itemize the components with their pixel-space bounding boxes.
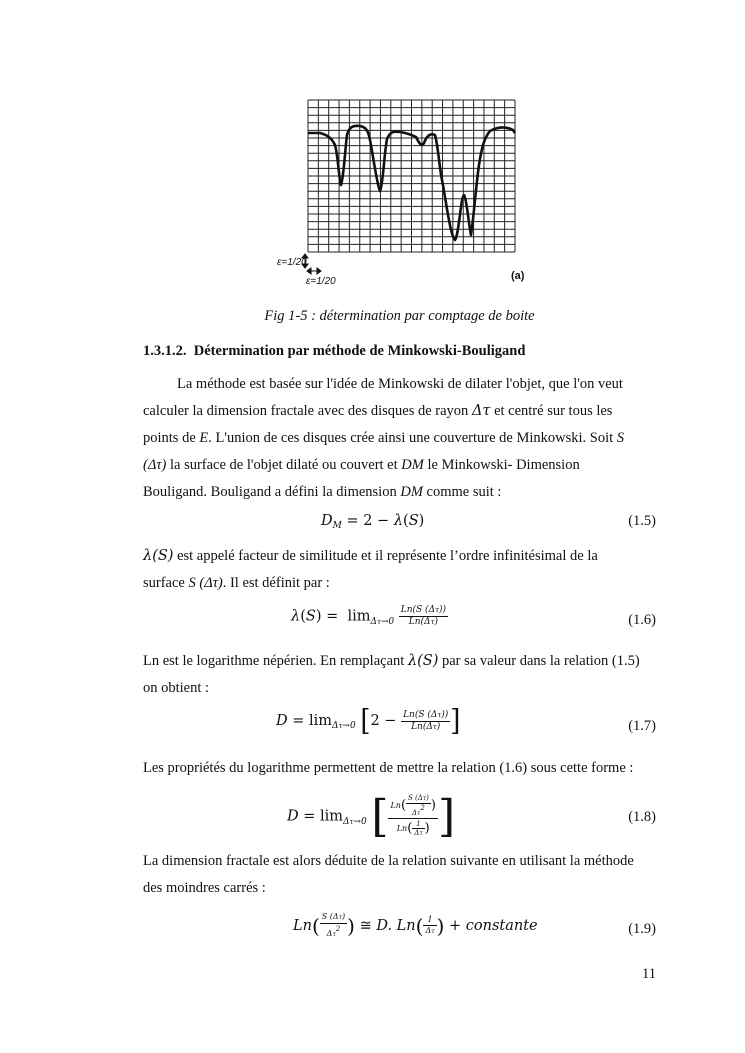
epsilon-vertical-label: ε=1/20 — [277, 257, 307, 268]
panel-label: (a) — [511, 270, 525, 282]
equation-1-8 — [143, 790, 656, 845]
eq15-expression: $D_M = 2 - \lambda(S)$ — [321, 513, 425, 531]
p2-line2: surface S (Δτ). Il est définit par : — [143, 575, 330, 591]
page-number: 11 — [642, 966, 656, 982]
section-heading — [143, 343, 525, 360]
eq19-number: (1.9) — [628, 921, 656, 937]
paragraph-5 — [143, 848, 656, 902]
figure-caption: Fig 1-5 : détermination par comptage de boite — [264, 308, 535, 324]
paragraph-3 — [143, 648, 656, 702]
p5-line1: La dimension fractale est alors déduite de la relation suivante en utilisant la méthode — [143, 853, 634, 869]
p3-line1: Ln est le logarithme népérien. En remplaçant λ(S) par sa valeur dans la relation (1.5) — [143, 653, 640, 669]
p1-line4: (Δτ) la surface de l'objet dilaté ou couvert et DM le Minkowski- Dimension — [143, 457, 580, 473]
paragraph-2 — [143, 543, 656, 597]
section-title: Détermination par méthode de Minkowski-Bouligand — [193, 343, 526, 359]
eq15-number: (1.5) — [628, 513, 656, 529]
paragraph-1 — [143, 371, 656, 506]
p1-line1: La méthode est basée sur l'idée de Minkowski de dilater l'objet, que l'on veut — [177, 376, 623, 392]
equation-1-9 — [143, 912, 656, 952]
p1-line3: points de E. L'union de ces disques crée ainsi une couverture de Minkowski. Soit S — [143, 430, 625, 446]
p3-line2: on obtient : — [143, 680, 210, 696]
p1-line2: calculer la dimension fractale avec des disques de rayon Δτ et centré sur tous les — [143, 403, 613, 419]
p1-line5: Bouligand. Bouligand a défini la dimension DM comme suit : — [143, 484, 502, 500]
eq16-number: (1.6) — [628, 612, 656, 628]
paragraph-4 — [143, 755, 656, 782]
section-number: 1.3.1.2. — [143, 343, 187, 359]
equation-1-7 — [143, 704, 656, 748]
p4-line1: Les propriétés du logarithme permettent de mettre la relation (1.6) sous cette forme : — [143, 760, 634, 776]
eq17-expression: $D = \lim_{\Delta\tau\to 0} [2$ − $\frac{Ln(S (\Delta\tau))}{Ln(\Delta\tau)}$ ] — [276, 704, 461, 738]
eq17-number: (1.7) — [628, 718, 656, 734]
p5-line2: des moindres carrés : — [143, 880, 266, 896]
eq19-expression: Ln( $\frac{S (\Delta\tau)}{\Delta\tau 2}$ ) ≅ D. Ln( $\frac{1}{\Delta\tau}$ ) + constante — [293, 912, 538, 938]
p2-line1: λ(S) est appelé facteur de similitude et il représente l’ordre infinitésimal de la — [143, 548, 598, 564]
box-counting-figure — [275, 95, 545, 295]
equation-1-6 — [143, 605, 656, 645]
eq18-expression: $D = \lim_{\Delta\tau\to 0}$ [ Ln( $\frac{S (\Delta\tau)}{\Delta\tau 2}$ ) Ln( $\frac{1}{\Delta\tau}$ ) ] — [287, 790, 456, 842]
epsilon-horizontal-label: ε=1/20 — [306, 276, 336, 287]
eq18-number: (1.8) — [628, 809, 656, 825]
eq16-expression: $\lambda(S) = \lim_{\Delta\tau\to 0}$ $\frac{Ln(S (\Delta\tau))}{Ln(\Delta\tau)}$ — [291, 605, 446, 627]
